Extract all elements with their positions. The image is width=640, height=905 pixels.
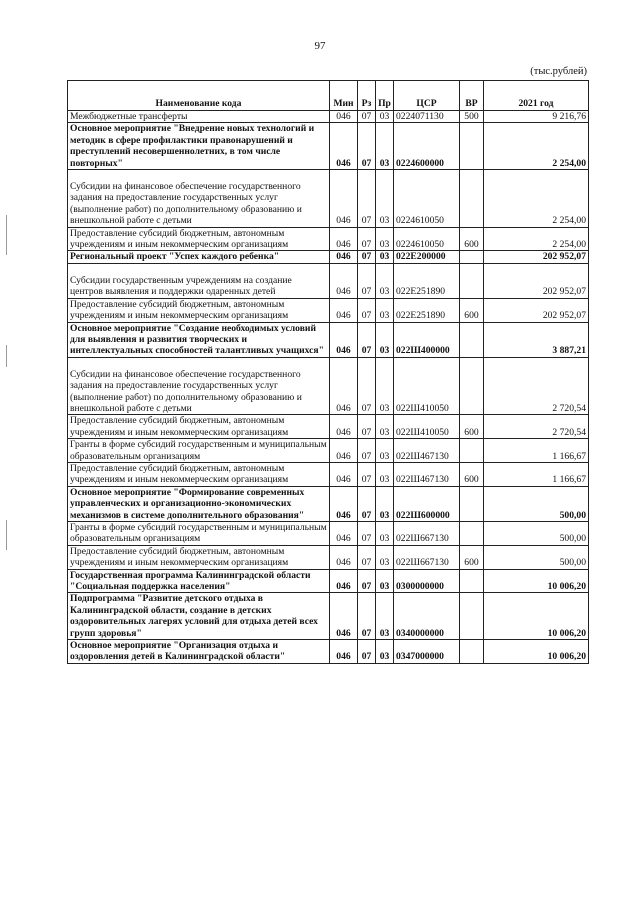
table-row (68, 462, 589, 486)
cell-csr: 022E200000 (394, 251, 460, 263)
cell-vr (460, 486, 484, 521)
cell-amount: 202 952,07 (484, 298, 589, 322)
cell-name: Предоставление субсидий бюджетным, автономным учреждениям и иным некоммерческим организациям (68, 227, 330, 251)
cell-pr: 03 (376, 123, 394, 170)
cell-min: 046 (330, 227, 358, 251)
header-amount: 2021 год (484, 81, 589, 111)
table-row (68, 593, 589, 640)
table-row (68, 640, 589, 664)
cell-pr: 03 (376, 298, 394, 322)
cell-pr: 03 (376, 522, 394, 546)
cell-rz: 07 (358, 522, 376, 546)
cell-min: 046 (330, 640, 358, 664)
cell-name: Предоставление субсидий бюджетным, автономным учреждениям и иным некоммерческим организациям (68, 298, 330, 322)
cell-csr: 0300000000 (394, 569, 460, 593)
cell-csr: 022Ш467130 (394, 462, 460, 486)
cell-name: Основное мероприятие "Создание необходимых условий для выявления и развития творческих и интеллектуальных способностей талантливых учащихся" (68, 322, 330, 357)
cell-name: Предоставление субсидий бюджетным, автономным учреждениям и иным некоммерческим организациям (68, 415, 330, 439)
cell-pr: 03 (376, 357, 394, 415)
cell-min: 046 (330, 545, 358, 569)
cell-amount: 500,00 (484, 486, 589, 521)
cell-name: Основное мероприятие "Внедрение новых технологий и методик в сфере профилактики правонарушений и преступлений несовершеннолетних, в том числе повторных" (68, 123, 330, 170)
cell-vr (460, 593, 484, 640)
cell-amount: 10 006,20 (484, 593, 589, 640)
table-row (68, 357, 589, 415)
cell-min: 046 (330, 415, 358, 439)
cell-name: Основное мероприятие "Организация отдыха и оздоровления детей в Калининградской области" (68, 640, 330, 664)
cell-rz: 07 (358, 170, 376, 228)
cell-pr: 03 (376, 569, 394, 593)
header-pr: Пр (376, 81, 394, 111)
cell-vr: 600 (460, 545, 484, 569)
cell-csr: 022Ш410050 (394, 415, 460, 439)
header-min: Мин (330, 81, 358, 111)
cell-rz: 07 (358, 569, 376, 593)
cell-name: Подпрограмма "Развитие детского отдыха в Калининградской области, создание в детских оздоровительных лагерях условий для отдыха детей всех групп здоровья" (68, 593, 330, 640)
cell-name: Предоставление субсидий бюджетным, автономным учреждениям и иным некоммерческим организациям (68, 545, 330, 569)
cell-pr: 03 (376, 439, 394, 463)
table-row (68, 170, 589, 228)
cell-amount: 202 952,07 (484, 263, 589, 298)
scan-edge-mark (6, 215, 7, 255)
cell-vr (460, 251, 484, 263)
table-row (68, 111, 589, 123)
cell-pr: 03 (376, 227, 394, 251)
cell-csr: 022Ш467130 (394, 439, 460, 463)
cell-rz: 07 (358, 251, 376, 263)
table-row (68, 263, 589, 298)
cell-amount: 2 254,00 (484, 227, 589, 251)
cell-csr: 022Ш600000 (394, 486, 460, 521)
table-row (68, 227, 589, 251)
table-row (68, 415, 589, 439)
cell-amount: 500,00 (484, 545, 589, 569)
cell-rz: 07 (358, 545, 376, 569)
cell-amount: 10 006,20 (484, 640, 589, 664)
cell-rz: 07 (358, 263, 376, 298)
cell-csr: 022E251890 (394, 298, 460, 322)
cell-pr: 03 (376, 415, 394, 439)
cell-pr: 03 (376, 640, 394, 664)
cell-pr: 03 (376, 111, 394, 123)
cell-csr: 0224600000 (394, 123, 460, 170)
cell-rz: 07 (358, 439, 376, 463)
cell-name: Предоставление субсидий бюджетным, автономным учреждениям и иным некоммерческим организациям (68, 462, 330, 486)
cell-name: Основное мероприятие "Формирование современных управленческих и организационно-экономических механизмов в системе дополнительного образования" (68, 486, 330, 521)
cell-min: 046 (330, 462, 358, 486)
cell-pr: 03 (376, 593, 394, 640)
cell-name: Региональный проект "Успех каждого ребенка" (68, 251, 330, 263)
cell-name: Субсидии на финансовое обеспечение государственного задания на предоставление государственных услуг (выполнение работ) по дополнительному образованию и внешкольной работе с детьми (68, 170, 330, 228)
cell-min: 046 (330, 569, 358, 593)
cell-pr: 03 (376, 251, 394, 263)
cell-rz: 07 (358, 357, 376, 415)
table-row (68, 123, 589, 170)
cell-name: Субсидии государственным учреждениям на создание центров выявления и поддержки одаренных детей (68, 263, 330, 298)
cell-rz: 07 (358, 298, 376, 322)
scan-edge-mark (6, 520, 7, 550)
cell-csr: 0347000000 (394, 640, 460, 664)
cell-name: Государственная программа Калининградской области "Социальная поддержка населения" (68, 569, 330, 593)
cell-pr: 03 (376, 322, 394, 357)
header-csr: ЦСР (394, 81, 460, 111)
cell-csr: 0224610050 (394, 227, 460, 251)
cell-rz: 07 (358, 462, 376, 486)
budget-table (67, 80, 589, 664)
cell-csr: 022E251890 (394, 263, 460, 298)
cell-vr: 600 (460, 415, 484, 439)
cell-amount: 500,00 (484, 522, 589, 546)
cell-name: Гранты в форме субсидий государственным и муниципальным образовательным организациям (68, 439, 330, 463)
cell-pr: 03 (376, 545, 394, 569)
cell-vr (460, 170, 484, 228)
cell-amount: 2 254,00 (484, 170, 589, 228)
page-number: 97 (314, 40, 326, 52)
cell-name: Межбюджетные трансферты (68, 111, 330, 123)
cell-rz: 07 (358, 415, 376, 439)
cell-vr (460, 439, 484, 463)
cell-min: 046 (330, 593, 358, 640)
cell-min: 046 (330, 111, 358, 123)
table-row (68, 439, 589, 463)
cell-vr: 600 (460, 462, 484, 486)
cell-amount: 1 166,67 (484, 439, 589, 463)
cell-csr: 022Ш667130 (394, 545, 460, 569)
cell-name: Субсидии на финансовое обеспечение государственного задания на предоставление государственных услуг (выполнение работ) по дополнительному образованию и внешкольной работе с детьми (68, 357, 330, 415)
cell-min: 046 (330, 123, 358, 170)
cell-vr (460, 569, 484, 593)
cell-vr: 500 (460, 111, 484, 123)
cell-rz: 07 (358, 640, 376, 664)
cell-csr: 0224610050 (394, 170, 460, 228)
cell-rz: 07 (358, 322, 376, 357)
cell-vr: 600 (460, 298, 484, 322)
cell-csr: 022Ш410050 (394, 357, 460, 415)
cell-rz: 07 (358, 111, 376, 123)
table-row (68, 486, 589, 521)
cell-csr: 022Ш667130 (394, 522, 460, 546)
cell-amount: 3 887,21 (484, 322, 589, 357)
cell-pr: 03 (376, 486, 394, 521)
cell-name: Гранты в форме субсидий государственным и муниципальным образовательным организациям (68, 522, 330, 546)
cell-rz: 07 (358, 486, 376, 521)
cell-amount: 202 952,07 (484, 251, 589, 263)
cell-min: 046 (330, 439, 358, 463)
cell-vr (460, 357, 484, 415)
cell-amount: 2 254,00 (484, 123, 589, 170)
cell-amount: 2 720,54 (484, 415, 589, 439)
header-name: Наименование кода (68, 81, 330, 111)
header-rz: Рз (358, 81, 376, 111)
cell-min: 046 (330, 322, 358, 357)
cell-rz: 07 (358, 123, 376, 170)
cell-pr: 03 (376, 263, 394, 298)
cell-rz: 07 (358, 227, 376, 251)
cell-min: 046 (330, 298, 358, 322)
cell-min: 046 (330, 486, 358, 521)
table-row (68, 522, 589, 546)
cell-min: 046 (330, 522, 358, 546)
header-vr: ВР (460, 81, 484, 111)
table-row (68, 298, 589, 322)
cell-vr (460, 123, 484, 170)
cell-pr: 03 (376, 462, 394, 486)
cell-vr (460, 522, 484, 546)
cell-min: 046 (330, 251, 358, 263)
cell-vr (460, 263, 484, 298)
unit-note: (тыс.рублей) (530, 66, 587, 77)
cell-csr: 022Ш400000 (394, 322, 460, 357)
cell-rz: 07 (358, 593, 376, 640)
cell-vr: 600 (460, 227, 484, 251)
cell-min: 046 (330, 170, 358, 228)
cell-vr (460, 322, 484, 357)
cell-csr: 0224071130 (394, 111, 460, 123)
table-header-row (68, 81, 589, 111)
table-row (68, 322, 589, 357)
cell-amount: 10 006,20 (484, 569, 589, 593)
scan-edge-mark (6, 345, 7, 367)
table-row (68, 251, 589, 263)
cell-pr: 03 (376, 170, 394, 228)
cell-amount: 9 216,76 (484, 111, 589, 123)
cell-amount: 2 720,54 (484, 357, 589, 415)
cell-min: 046 (330, 357, 358, 415)
cell-amount: 1 166,67 (484, 462, 589, 486)
table-row (68, 545, 589, 569)
table-row (68, 569, 589, 593)
cell-csr: 0340000000 (394, 593, 460, 640)
cell-min: 046 (330, 263, 358, 298)
cell-vr (460, 640, 484, 664)
